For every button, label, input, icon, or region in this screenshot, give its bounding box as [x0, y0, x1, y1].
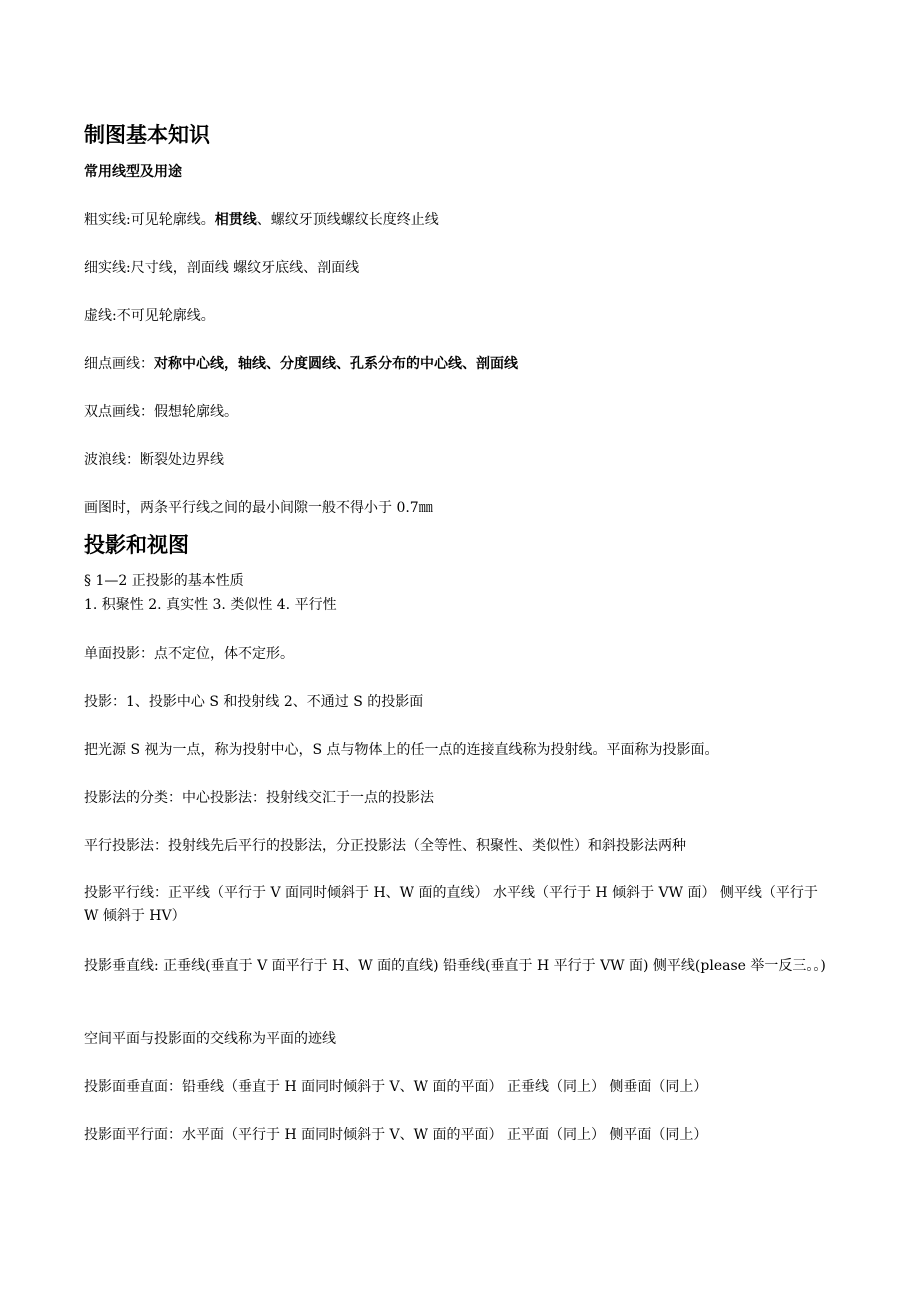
- paragraph-projection-perpendicular-lines: 投影垂直线: 正垂线(垂直于 V 面平行于 H、W 面的直线) 铅垂线(垂直于 H 平行于 VW 面) 侧平线(please 举一反三。。): [84, 958, 826, 974]
- paragraph-projection-parts: 投影：1、投影中心 S 和投射线 2、不通过 S 的投影面: [84, 694, 424, 710]
- paragraph-parallel-planes: 投影面平行面：水平面（平行于 H 面同时倾斜于 V、W 面的平面） 正平面（同上） 侧平面（同上）: [84, 1127, 708, 1143]
- dash-dot-bold-uses: 对称中心线，轴线、分度圆线、孔系分布的中心线、剖面线: [154, 356, 518, 372]
- paragraph-thick-solid-line: [84, 211, 439, 229]
- paragraph-dashed-line: 虚线:不可见轮廓线。: [84, 308, 215, 324]
- paragraph-dash-dot-line: [84, 355, 518, 373]
- paragraph-single-plane-projection: 单面投影：点不定位，体不定形。: [84, 646, 294, 662]
- paragraph-heading-orthographic-properties: § 1—2 正投影的基本性质: [84, 573, 244, 589]
- paragraph-light-source: 把光源 S 视为一点，称为投射中心，S 点与物体上的任一点的连接直线称为投射线。平面称为投影面。: [84, 742, 719, 758]
- thick-solid-bold-term: 相贯线: [214, 212, 257, 228]
- paragraph-properties-list: 1. 积聚性 2. 真实性 3. 类似性 4. 平行性: [84, 597, 337, 613]
- paragraph-projection-classification: 投影法的分类：中心投影法：投射线交汇于一点的投影法: [84, 790, 434, 806]
- paragraph-projection-parallel-lines: 投影平行线：正平线（平行于 V 面同时倾斜于 H、W 面的直线） 水平线（平行于 H 倾斜于 VW 面） 侧平线（平行于 W 倾斜于 HV）: [84, 885, 818, 924]
- paragraph-double-dash-line: 双点画线：假想轮廓线。: [84, 404, 238, 420]
- subtitle-line-types: 常用线型及用途: [84, 164, 182, 180]
- thick-solid-label: 粗实线:可见轮廓线。: [84, 212, 215, 228]
- paragraph-thin-solid-line: 细实线:尺寸线，剖面线 螺纹牙底线、剖面线: [84, 260, 360, 276]
- paragraph-plane-trace: 空间平面与投影面的交线称为平面的迹线: [84, 1031, 336, 1047]
- thick-solid-rest: 、螺纹牙顶线螺纹长度终止线: [256, 212, 439, 228]
- dash-dot-label: 细点画线：: [84, 356, 154, 372]
- paragraph-perpendicular-planes: 投影面垂直面：铅垂线（垂直于 H 面同时倾斜于 V、W 面的平面） 正垂线（同上） 侧垂面（同上）: [84, 1079, 708, 1095]
- paragraph-min-gap: 画图时，两条平行线之间的最小间隙一般不得小于 0.7㎜: [84, 500, 433, 516]
- paragraph-parallel-projection-method: 平行投影法：投射线先后平行的投影法，分正投影法（全等性、积聚性、类似性）和斜投影法两种: [84, 838, 686, 854]
- paragraph-wavy-line: 波浪线：断裂处边界线: [84, 452, 224, 468]
- section-title-drafting-basics: 制图基本知识: [84, 123, 210, 147]
- section-title-projection-views: 投影和视图: [84, 533, 189, 557]
